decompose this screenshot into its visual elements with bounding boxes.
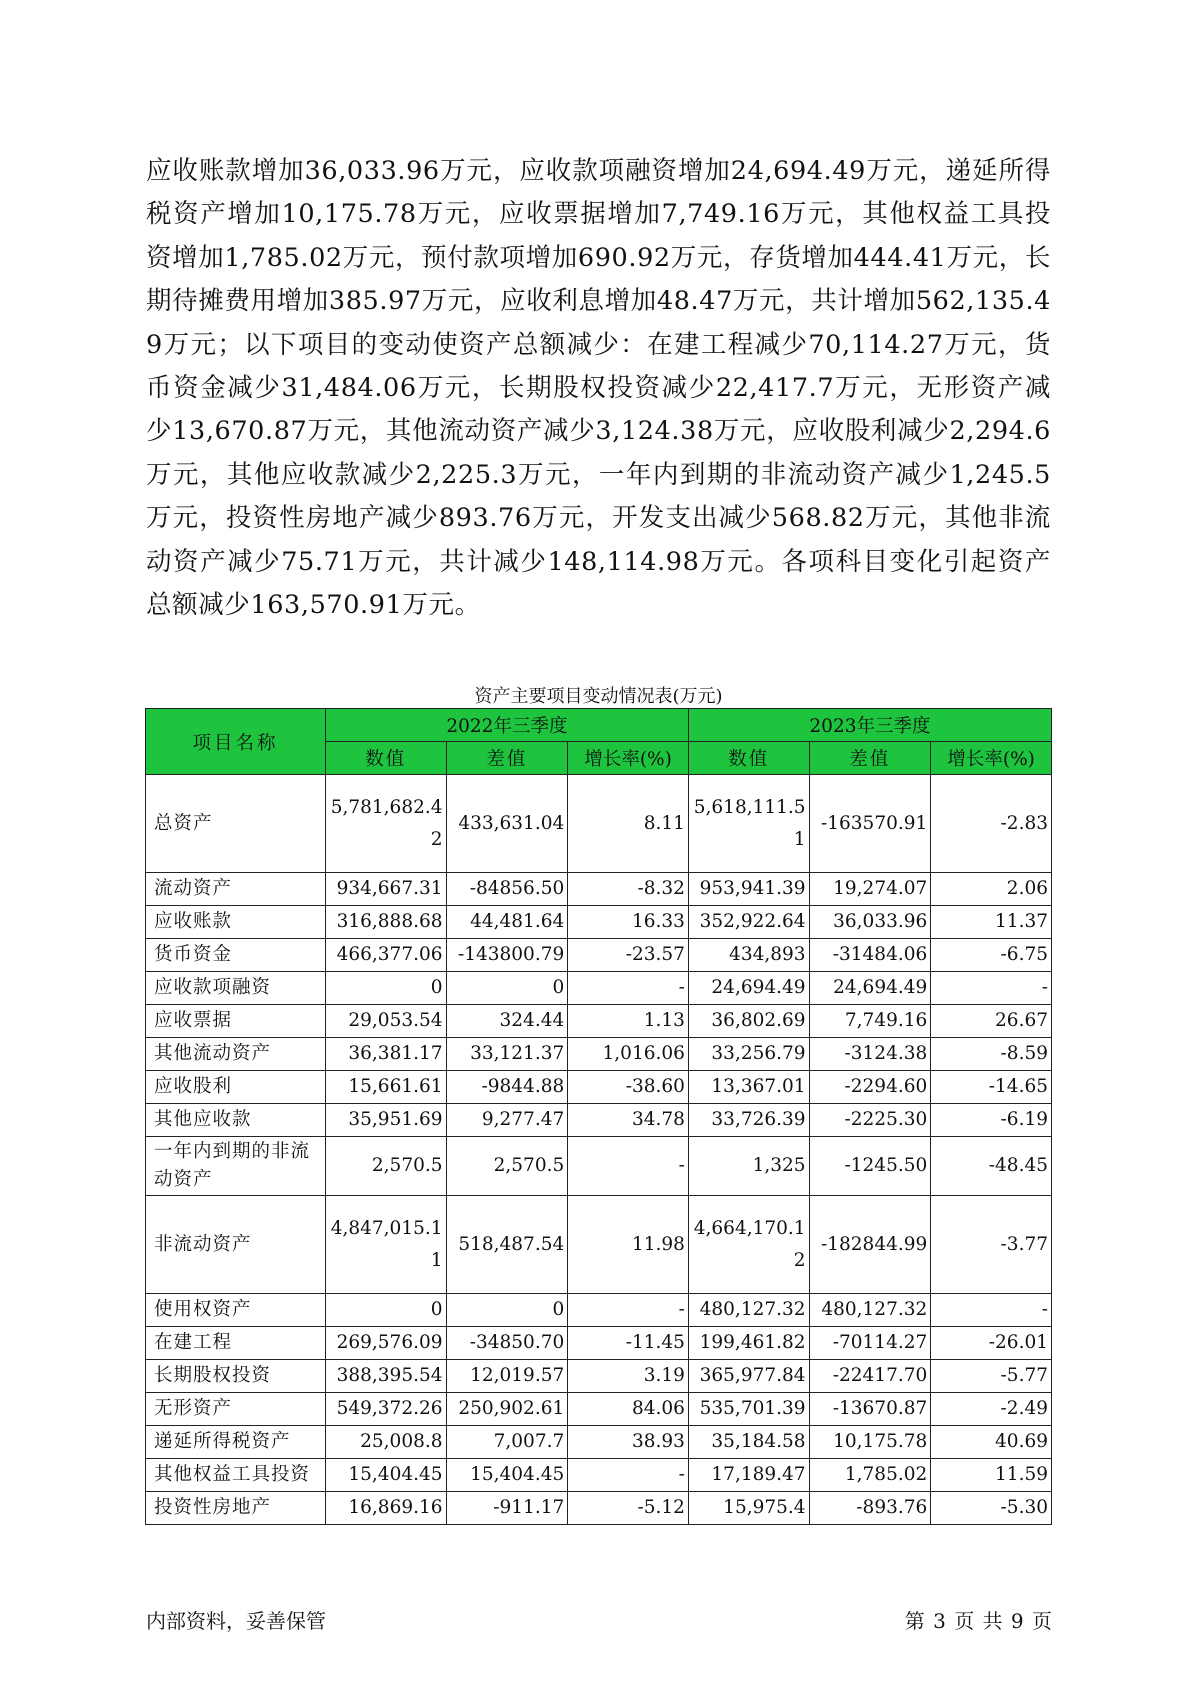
- rate-2022-cell: -23.57: [568, 939, 689, 972]
- table-row: [146, 1071, 1052, 1104]
- diff-2023-cell: -893.76: [809, 1492, 931, 1525]
- table-row: [146, 1196, 1052, 1294]
- asset-change-table: [145, 708, 1052, 1525]
- diff-2023-cell: -22417.70: [809, 1360, 931, 1393]
- rate-2023-cell: -2.83: [931, 775, 1052, 873]
- header-diff-2022: 差值: [446, 742, 568, 775]
- table-row: [146, 1360, 1052, 1393]
- value-2023-cell: 1,325: [688, 1137, 809, 1196]
- diff-2022-cell: -84856.50: [446, 873, 568, 906]
- rate-2022-cell: -5.12: [568, 1492, 689, 1525]
- diff-2022-cell: 250,902.61: [446, 1393, 568, 1426]
- rate-2023-cell: 11.59: [931, 1459, 1052, 1492]
- rate-2023-cell: 26.67: [931, 1005, 1052, 1038]
- value-2022-cell: 25,008.8: [325, 1426, 446, 1459]
- table-row: [146, 1005, 1052, 1038]
- table-row: [146, 1393, 1052, 1426]
- header-rate-2022: 增长率(%): [568, 742, 689, 775]
- rate-2022-cell: 3.19: [568, 1360, 689, 1393]
- rate-2022-cell: -11.45: [568, 1327, 689, 1360]
- footer-confidential-note: 内部资料，妥善保管: [146, 1609, 326, 1633]
- diff-2022-cell: 15,404.45: [446, 1459, 568, 1492]
- rate-2022-cell: -: [568, 1294, 689, 1327]
- rate-2022-cell: -: [568, 1137, 689, 1196]
- diff-2023-cell: 480,127.32: [809, 1294, 931, 1327]
- diff-2022-cell: 9,277.47: [446, 1104, 568, 1137]
- table-header: [146, 709, 1052, 775]
- value-2022-cell: 269,576.09: [325, 1327, 446, 1360]
- row-item-name-cell: 使用权资产: [146, 1294, 326, 1327]
- value-2022-cell: 0: [325, 972, 446, 1005]
- row-item-name-cell: 长期股权投资: [146, 1360, 326, 1393]
- diff-2022-cell: 44,481.64: [446, 906, 568, 939]
- diff-2023-cell: 24,694.49: [809, 972, 931, 1005]
- rate-2023-cell: -8.59: [931, 1038, 1052, 1071]
- diff-2022-cell: -143800.79: [446, 939, 568, 972]
- table-row: [146, 1492, 1052, 1525]
- diff-2023-cell: -163570.91: [809, 775, 931, 873]
- value-2023-cell: 35,184.58: [688, 1426, 809, 1459]
- value-2022-cell: 934,667.31: [325, 873, 446, 906]
- row-item-name-cell: 货币资金: [146, 939, 326, 972]
- rate-2023-cell: 40.69: [931, 1426, 1052, 1459]
- value-2022-cell: 15,404.45: [325, 1459, 446, 1492]
- diff-2023-cell: -182844.99: [809, 1196, 931, 1294]
- rate-2023-cell: 2.06: [931, 873, 1052, 906]
- diff-2022-cell: 33,121.37: [446, 1038, 568, 1071]
- row-item-name-cell: 应收账款: [146, 906, 326, 939]
- header-item-name: 项目名称: [146, 709, 326, 775]
- diff-2022-cell: 518,487.54: [446, 1196, 568, 1294]
- header-diff-2023: 差值: [809, 742, 931, 775]
- table-row: [146, 939, 1052, 972]
- diff-2023-cell: 1,785.02: [809, 1459, 931, 1492]
- row-item-name-cell: 其他流动资产: [146, 1038, 326, 1071]
- diff-2022-cell: -9844.88: [446, 1071, 568, 1104]
- value-2023-cell: 17,189.47: [688, 1459, 809, 1492]
- rate-2023-cell: -3.77: [931, 1196, 1052, 1294]
- rate-2023-cell: -26.01: [931, 1327, 1052, 1360]
- rate-2023-cell: 11.37: [931, 906, 1052, 939]
- table-row: [146, 906, 1052, 939]
- rate-2022-cell: 8.11: [568, 775, 689, 873]
- rate-2023-cell: -6.19: [931, 1104, 1052, 1137]
- table-caption: 资产主要项目变动情况表(万元): [474, 686, 723, 707]
- value-2023-cell: 15,975.4: [688, 1492, 809, 1525]
- diff-2023-cell: 10,175.78: [809, 1426, 931, 1459]
- rate-2022-cell: 1.13: [568, 1005, 689, 1038]
- rate-2023-cell: -5.30: [931, 1492, 1052, 1525]
- table-row: [146, 1137, 1052, 1196]
- diff-2022-cell: -911.17: [446, 1492, 568, 1525]
- diff-2022-cell: 12,019.57: [446, 1360, 568, 1393]
- table-row: [146, 775, 1052, 873]
- rate-2022-cell: 34.78: [568, 1104, 689, 1137]
- row-item-name-cell: 应收股利: [146, 1071, 326, 1104]
- table-body: [146, 775, 1052, 1525]
- value-2023-cell: 33,726.39: [688, 1104, 809, 1137]
- value-2023-cell: 953,941.39: [688, 873, 809, 906]
- body-paragraph: 应收账款增加36,033.96万元，应收款项融资增加24,694.49万元，递延所得税资产增加10,175.78万元，应收票据增加7,749.16万元，其他权益工具投资增加1,785.02万元，预付款项增加690.92万元，存货增加444.41万元，长期待摊费用增加385.97万元，应收利息增加48.47万元，共计增加562,135.49万元；以下项目的变动使资产总额减少：在建工程减少70,114.27万元，货币资金减少31,484.06万元，长期股权投资减少22,417.7万元，无形资产减少13,670.87万元，其他流动资产减少3,124.38万元，应收股利减少2,294.6万元，其他应收款减少2,225.3万元，一年内到期的非流动资产减少1,245.5万元，投资性房地产减少893.76万元，开发支出减少568.82万元，其他非流动资产减少75.71万元，共计减少148,114.98万元。各项科目变化引起资产总额减少163,570.91万元。: [146, 156, 1051, 621]
- value-2023-cell: 480,127.32: [688, 1294, 809, 1327]
- rate-2022-cell: -: [568, 1459, 689, 1492]
- value-2022-cell: 316,888.68: [325, 906, 446, 939]
- diff-2023-cell: -2225.30: [809, 1104, 931, 1137]
- rate-2023-cell: -14.65: [931, 1071, 1052, 1104]
- value-2022-cell: 4,847,015.11: [325, 1196, 446, 1294]
- diff-2023-cell: -13670.87: [809, 1393, 931, 1426]
- rate-2022-cell: 38.93: [568, 1426, 689, 1459]
- value-2023-cell: 365,977.84: [688, 1360, 809, 1393]
- diff-2022-cell: -34850.70: [446, 1327, 568, 1360]
- value-2023-cell: 4,664,170.12: [688, 1196, 809, 1294]
- value-2022-cell: 35,951.69: [325, 1104, 446, 1137]
- row-item-name-cell: 投资性房地产: [146, 1492, 326, 1525]
- diff-2022-cell: 324.44: [446, 1005, 568, 1038]
- value-2022-cell: 29,053.54: [325, 1005, 446, 1038]
- diff-2023-cell: -2294.60: [809, 1071, 931, 1104]
- rate-2023-cell: -2.49: [931, 1393, 1052, 1426]
- diff-2022-cell: 0: [446, 1294, 568, 1327]
- rate-2022-cell: -8.32: [568, 873, 689, 906]
- header-period-2022: 2022年三季度: [325, 709, 688, 742]
- diff-2023-cell: -1245.50: [809, 1137, 931, 1196]
- row-item-name-cell: 其他权益工具投资: [146, 1459, 326, 1492]
- value-2023-cell: 33,256.79: [688, 1038, 809, 1071]
- value-2023-cell: 199,461.82: [688, 1327, 809, 1360]
- table-row: [146, 1327, 1052, 1360]
- value-2023-cell: 434,893: [688, 939, 809, 972]
- diff-2023-cell: 7,749.16: [809, 1005, 931, 1038]
- table-row: [146, 1426, 1052, 1459]
- diff-2023-cell: 19,274.07: [809, 873, 931, 906]
- value-2023-cell: 5,618,111.51: [688, 775, 809, 873]
- table-row: [146, 873, 1052, 906]
- header-period-2023: 2023年三季度: [688, 709, 1051, 742]
- row-item-name-cell: 应收票据: [146, 1005, 326, 1038]
- value-2023-cell: 13,367.01: [688, 1071, 809, 1104]
- rate-2023-cell: -: [931, 1294, 1052, 1327]
- table-row: [146, 1459, 1052, 1492]
- value-2022-cell: 388,395.54: [325, 1360, 446, 1393]
- diff-2022-cell: 2,570.5: [446, 1137, 568, 1196]
- value-2022-cell: 2,570.5: [325, 1137, 446, 1196]
- value-2023-cell: 24,694.49: [688, 972, 809, 1005]
- footer-page-number: 第 3 页 共 9 页: [904, 1609, 1053, 1633]
- diff-2023-cell: -3124.38: [809, 1038, 931, 1071]
- value-2023-cell: 36,802.69: [688, 1005, 809, 1038]
- diff-2022-cell: 433,631.04: [446, 775, 568, 873]
- rate-2023-cell: -6.75: [931, 939, 1052, 972]
- rate-2022-cell: 16.33: [568, 906, 689, 939]
- rate-2023-cell: -: [931, 972, 1052, 1005]
- value-2022-cell: 16,869.16: [325, 1492, 446, 1525]
- rate-2023-cell: -48.45: [931, 1137, 1052, 1196]
- table-row: [146, 1104, 1052, 1137]
- row-item-name-cell: 应收款项融资: [146, 972, 326, 1005]
- table-row: [146, 1038, 1052, 1071]
- rate-2022-cell: -: [568, 972, 689, 1005]
- value-2022-cell: 15,661.61: [325, 1071, 446, 1104]
- value-2023-cell: 535,701.39: [688, 1393, 809, 1426]
- rate-2022-cell: -38.60: [568, 1071, 689, 1104]
- diff-2022-cell: 0: [446, 972, 568, 1005]
- row-item-name-cell: 其他应收款: [146, 1104, 326, 1137]
- rate-2023-cell: -5.77: [931, 1360, 1052, 1393]
- row-item-name-cell: 一年内到期的非流动资产: [146, 1137, 326, 1196]
- diff-2022-cell: 7,007.7: [446, 1426, 568, 1459]
- rate-2022-cell: 1,016.06: [568, 1038, 689, 1071]
- diff-2023-cell: 36,033.96: [809, 906, 931, 939]
- rate-2022-cell: 84.06: [568, 1393, 689, 1426]
- row-item-name-cell: 非流动资产: [146, 1196, 326, 1294]
- diff-2023-cell: -70114.27: [809, 1327, 931, 1360]
- header-value-2022: 数值: [325, 742, 446, 775]
- value-2022-cell: 36,381.17: [325, 1038, 446, 1071]
- value-2022-cell: 0: [325, 1294, 446, 1327]
- value-2023-cell: 352,922.64: [688, 906, 809, 939]
- row-item-name-cell: 递延所得税资产: [146, 1426, 326, 1459]
- header-rate-2023: 增长率(%): [931, 742, 1052, 775]
- row-item-name-cell: 在建工程: [146, 1327, 326, 1360]
- value-2022-cell: 466,377.06: [325, 939, 446, 972]
- diff-2023-cell: -31484.06: [809, 939, 931, 972]
- row-item-name-cell: 无形资产: [146, 1393, 326, 1426]
- table-row: [146, 972, 1052, 1005]
- value-2022-cell: 5,781,682.42: [325, 775, 446, 873]
- row-item-name-cell: 总资产: [146, 775, 326, 873]
- rate-2022-cell: 11.98: [568, 1196, 689, 1294]
- header-value-2023: 数值: [688, 742, 809, 775]
- table-row: [146, 1294, 1052, 1327]
- row-item-name-cell: 流动资产: [146, 873, 326, 906]
- value-2022-cell: 549,372.26: [325, 1393, 446, 1426]
